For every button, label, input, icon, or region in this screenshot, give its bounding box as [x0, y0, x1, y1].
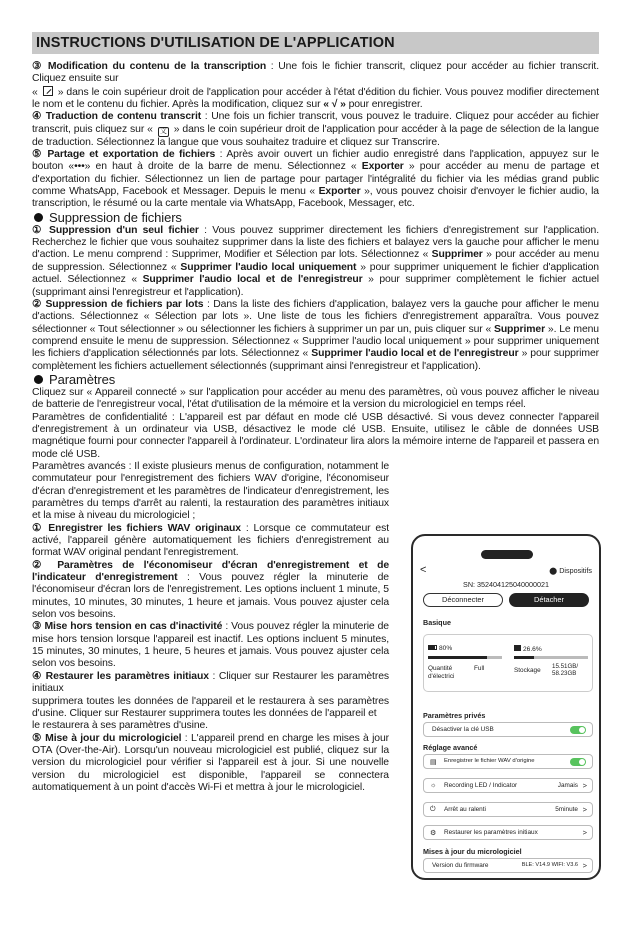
modif-open-quote: « [32, 86, 41, 98]
suppr1-text-3: » pour supprimer uniquement le fichier d'application actuel. Sélectionnez « [32, 261, 599, 286]
modif-text-2: » dans le coin supérieur droit de l'application pour accéder à l'état d'édition du fichier. Vous pouvez modifier directement le nom et le contenu du fichier. Après la modification, cliquez sur [32, 86, 599, 111]
suppression-heading [32, 211, 599, 225]
usb-toggle[interactable] [570, 726, 586, 734]
storage-value: 15.51GB/ 58.23GB [552, 663, 579, 677]
firmware-label: Version du firmware [432, 862, 489, 869]
veille-text: : Vous pouvez régler la minuterie de mise hors tension lorsque l'appareil est inactif. Les options incluent 5 minutes, 15 minutes, 30 minutes, 1 heure, 5 heures et jamais. Vous pouvez ajuster cela selon vos besoins. [32, 621, 389, 670]
bullet-icon [34, 375, 43, 384]
storage-icon-fill [515, 646, 520, 650]
serial-number: SN: 352404125040000021 [463, 580, 549, 589]
usb-toggle-row[interactable] [423, 722, 593, 737]
page-title: INSTRUCTIONS D'UTILISATION DE L'APPLICATION [32, 32, 599, 54]
basic-section-title: Basique [423, 618, 451, 627]
veille-paragraph [32, 621, 389, 670]
trad-text-1: : Une fois un fichier transcrit, vous pouvez le traduire. Cliquez pour accéder au fichier transcrit, puis cliquez sur « [32, 111, 599, 135]
devices-label: Dispositifs [559, 566, 592, 575]
battery-meter-fill [428, 656, 487, 659]
wav-label: Enregistrer le fichier WAV d'origine [444, 758, 535, 764]
chevron-right-icon: > [582, 861, 587, 870]
chevron-right-icon: > [582, 828, 587, 837]
restore-text-3: le restaurera à ses paramètres d'usine. [32, 720, 208, 732]
suppr2-text-3: » pour supprimer complètement les fichiers actuellement sélectionnés (supprimant ainsi l'enregistreur et l'application). [32, 348, 599, 372]
usb-label: Désactiver la clé USB [432, 726, 494, 733]
edit-icon [43, 86, 53, 96]
translate-icon: 文 [158, 127, 169, 137]
devices-icon: ⬤ [549, 566, 560, 575]
modif-paragraph [32, 61, 599, 111]
battery-pct-value: 80% [439, 645, 453, 652]
phone-screenshot [411, 534, 601, 880]
battery-state: Full [474, 665, 485, 672]
battery-icon-fill [429, 646, 435, 649]
firmware-section-title: Mises à jour du micrologiciel [423, 847, 522, 856]
led-icon: ☼ [430, 782, 437, 789]
maj-heading: ⑤ Mise à jour du micrologiciel [32, 732, 182, 744]
veille-heading: ③ Mise hors tension en cas d'inactivité [32, 621, 223, 633]
parametres-heading [32, 373, 599, 387]
suppr1-bold-3: Supprimer l'audio local et de l'enregistreur [142, 274, 363, 286]
suppr2-heading: ② Suppression de fichiers par lots [32, 298, 204, 310]
bullet-icon [34, 213, 43, 222]
phone-notch [481, 550, 533, 559]
confid-paragraph: Paramètres de confidentialité : L'appareil est par défaut en mode clé USB désactivé. Si vous devez connecter l'appareil d'enregistrement à un ordinateur via USB, désactivez le mode clé USB. Ensuite, utilisez le câble de données USB magnétique fourni pour connecter l'appareil à l'ordinateur. L'ordinateur lira alors la mémoire interne de l'appareil et passera en mode clé USB. [32, 411, 599, 460]
gear-icon: ⚙ [430, 830, 437, 837]
wav-toggle-row[interactable] [423, 754, 593, 769]
storage-meter [514, 656, 588, 659]
avances-paragraph: Paramètres avancés : Il existe plusieurs menus de configuration, notamment le commutateur pour l'enregistrement des fichiers WAV d'origine, l'économiseur d'écran d'enregistrement et les paramètres de l'indicateur d'enregistrement, les paramètres du temps d'arrêt au ralenti, la restauration des paramètres initiaux et la mise à niveau du micrologiciel ; [32, 460, 389, 522]
suppr1-bold-1: Supprimer [431, 249, 483, 261]
suppr1-heading: ① Suppression d'un seul fichier [32, 224, 199, 236]
restore-text-1: : Cliquer sur Restaurer les paramètres initiaux [32, 670, 389, 695]
status-card [423, 634, 593, 692]
suppr1-text-1: : Vous pouvez supprimer directement les fichiers d'enregistrement sur l'application. Recherchez le fichier que vous souhaitez supprimer dans la liste des fichiers et balayez vers la gauche pour afficher le menu d'action. Le menu comprend : Supprimer, Modifier et Sélection par lots. Sélectionnez « [32, 224, 599, 261]
battery-icon [428, 645, 437, 650]
partage-heading: ⑤ Partage et exportation de fichiers [32, 149, 216, 161]
wav-text: : Lorsque ce commutateur est activé, l'appareil génère automatiquement les fichiers d'enregistrement au format WAV original pendant l'enregistrement. [32, 522, 389, 559]
idle-value: 5minute [555, 806, 578, 813]
partage-text-2: » pour accéder au menu de partage et d'exportation du fichier. Sélectionnez un lien de partage pour partager l'intégralité du fichier via les médias grand public comme WhatsApp, Facebook et Messager. Depuis le menu « [32, 161, 599, 198]
advanced-section-title: Réglage avancé [423, 743, 478, 752]
storage-icon [514, 645, 521, 651]
param-intro: Cliquez sur « Appareil connecté » sur l'application pour accéder au menu des paramètres, où vous pouvez afficher le niveau de batterie de l'enregistreur vocal, l'état d'utilisation de la mémoire et la version du micrologiciel en temps réel. [32, 386, 599, 411]
disconnect-button[interactable]: Déconnecter [423, 593, 503, 607]
eco-paragraph [32, 560, 389, 622]
suppr2-text-2: ». Le menu comprend ensuite le menu de suppression. Sélectionnez « Supprimer l'audio local uniquement » pour supprimer uniquement les fichiers d'application sélectionnés par lots. Sélectionnez « [32, 323, 599, 360]
restore-paragraph [32, 671, 389, 696]
led-row[interactable] [423, 778, 593, 793]
eco-text: : Vous pouvez régler la minuterie de l'économiseur d'écran lors de l'enregistrement. Les options incluent 1 minute, 5 minutes, 10 minutes, 30 minutes, 1 heure et jamais. Vous pouvez ajuster cela selon vos besoins. [32, 572, 389, 621]
back-button[interactable]: < [420, 564, 427, 576]
power-icon: ⏻ [430, 806, 436, 813]
parametres-heading-text: Paramètres [49, 371, 116, 387]
suppr2-bold-1: Supprimer [493, 323, 546, 335]
suppression-heading-text: Suppression de fichiers [49, 209, 182, 225]
trad-heading: ④ Traduction de contenu transcrit [32, 111, 202, 123]
storage-meter-fill [514, 656, 534, 659]
wav-heading: ① Enregistrer les fichiers WAV originaux [32, 522, 241, 534]
modif-text-1: : Une fois le fichier transcrit, cliquez pour accéder au fichier transcrit. Cliquez ensuite sur [32, 61, 599, 85]
restore-text-2: supprimera toutes les données de l'appareil et le restaurera à ses paramètres d'usine. Cliquer sur Restaurer supprimera toutes les données de l'appareil et [32, 695, 389, 719]
firmware-row[interactable] [423, 858, 593, 873]
trad-paragraph [32, 111, 599, 149]
suppr1-bold-2: Supprimer l'audio local uniquement [180, 261, 357, 273]
storage-label: Stockage [514, 667, 541, 674]
partage-text-1: : Après avoir ouvert un fichier audio enregistré dans l'application, appuyez sur le bouton «•••» en haut à droite de la barre de menu. Sélectionnez « [32, 149, 600, 173]
suppr2-paragraph [32, 299, 599, 373]
private-section-title: Paramètres privés [423, 711, 486, 720]
suppr1-paragraph [32, 225, 599, 299]
wav-file-icon: ▤ [430, 759, 437, 766]
suppr2-bold-2: Supprimer l'audio local et de l'enregistreur [311, 348, 519, 360]
battery-pct [428, 645, 452, 652]
maj-text: : L'appareil prend en charge les mises à jour OTA (Over-the-Air). Lorsqu'un nouveau micrologiciel est publié, cliquez sur la version du micrologiciel pour vérifier si l'appareil est à jour. Si une nouvelle version du micrologiciel est disponible, l'appareil se connectera automatiquement à un point d'accès Wi-Fi et mettra à jour le micrologiciel. [32, 732, 389, 793]
chevron-right-icon: > [582, 805, 587, 814]
suppr1-text-4: » pour supprimer complètement le fichier actuel (supprimant ainsi l'enregistreur et l'application). [32, 274, 599, 298]
chevron-right-icon: > [582, 781, 587, 790]
restore-label: Restaurer les paramètres initiaux [444, 829, 538, 836]
devices-link[interactable] [549, 566, 592, 575]
advanced-column [32, 461, 389, 794]
storage-pct [514, 645, 542, 653]
partage-text-3: », vous pouvez choisir d'envoyer le fichier audio, la transcription, le résumé ou la carte mentale via WhatsApp, Facebook, Messager, etc. [32, 186, 599, 210]
maj-paragraph [32, 733, 389, 795]
eco-heading: ② Paramètres de l'économiseur d'écran d'enregistrement et de l'indicateur d'enregistrement [32, 559, 389, 584]
restore-row[interactable] [423, 825, 593, 840]
battery-meter [428, 656, 502, 659]
trad-text-2: » dans le coin supérieur droit de l'application pour accéder à la page de sélection de la langue de traduction. Sélectionnez la langue que vous souhaitez traduire et cliquez sur Transcrire. [32, 123, 599, 148]
idle-label: Arrêt au ralenti [444, 806, 486, 813]
wav-toggle[interactable] [570, 758, 586, 766]
storage-pct-value: 26.6% [523, 646, 542, 653]
export-label-2: Exporter [318, 186, 361, 198]
suppr2-text-1: : Dans la liste des fichiers d'application, balayez vers la gauche pour afficher le menu d'actions. Sélectionnez « Sélection par lots ». Une liste de tous les fichiers d'enregistrement apparaîtra. Vous pouvez sélectionner « Tout sélectionner » ou sélectionner les fichiers à supprimer un par un, puis cliquer sur « [32, 298, 599, 335]
export-label-1: Exporter [361, 161, 404, 173]
wav-paragraph [32, 523, 389, 560]
led-value: Jamais [557, 782, 578, 789]
modif-heading: ③ Modification du contenu de la transcription [32, 61, 267, 72]
led-label: Recording LED / Indicator [444, 782, 518, 789]
suppr1-text-2: » pour accéder au menu de suppression. Sélectionnez « [32, 249, 599, 273]
modif-check-symbol: « √ » [323, 99, 346, 111]
firmware-value: BLE: V14.9 WIFI: V3.6 [521, 862, 578, 868]
restore-heading: ④ Restaurer les paramètres initiaux [32, 670, 209, 682]
detach-button[interactable]: Détacher [509, 593, 589, 607]
partage-paragraph [32, 149, 599, 211]
battery-label: Quantité d'électrici [428, 665, 455, 680]
modif-text-3: pour enregistrer. [345, 99, 423, 111]
idle-row[interactable] [423, 802, 593, 817]
